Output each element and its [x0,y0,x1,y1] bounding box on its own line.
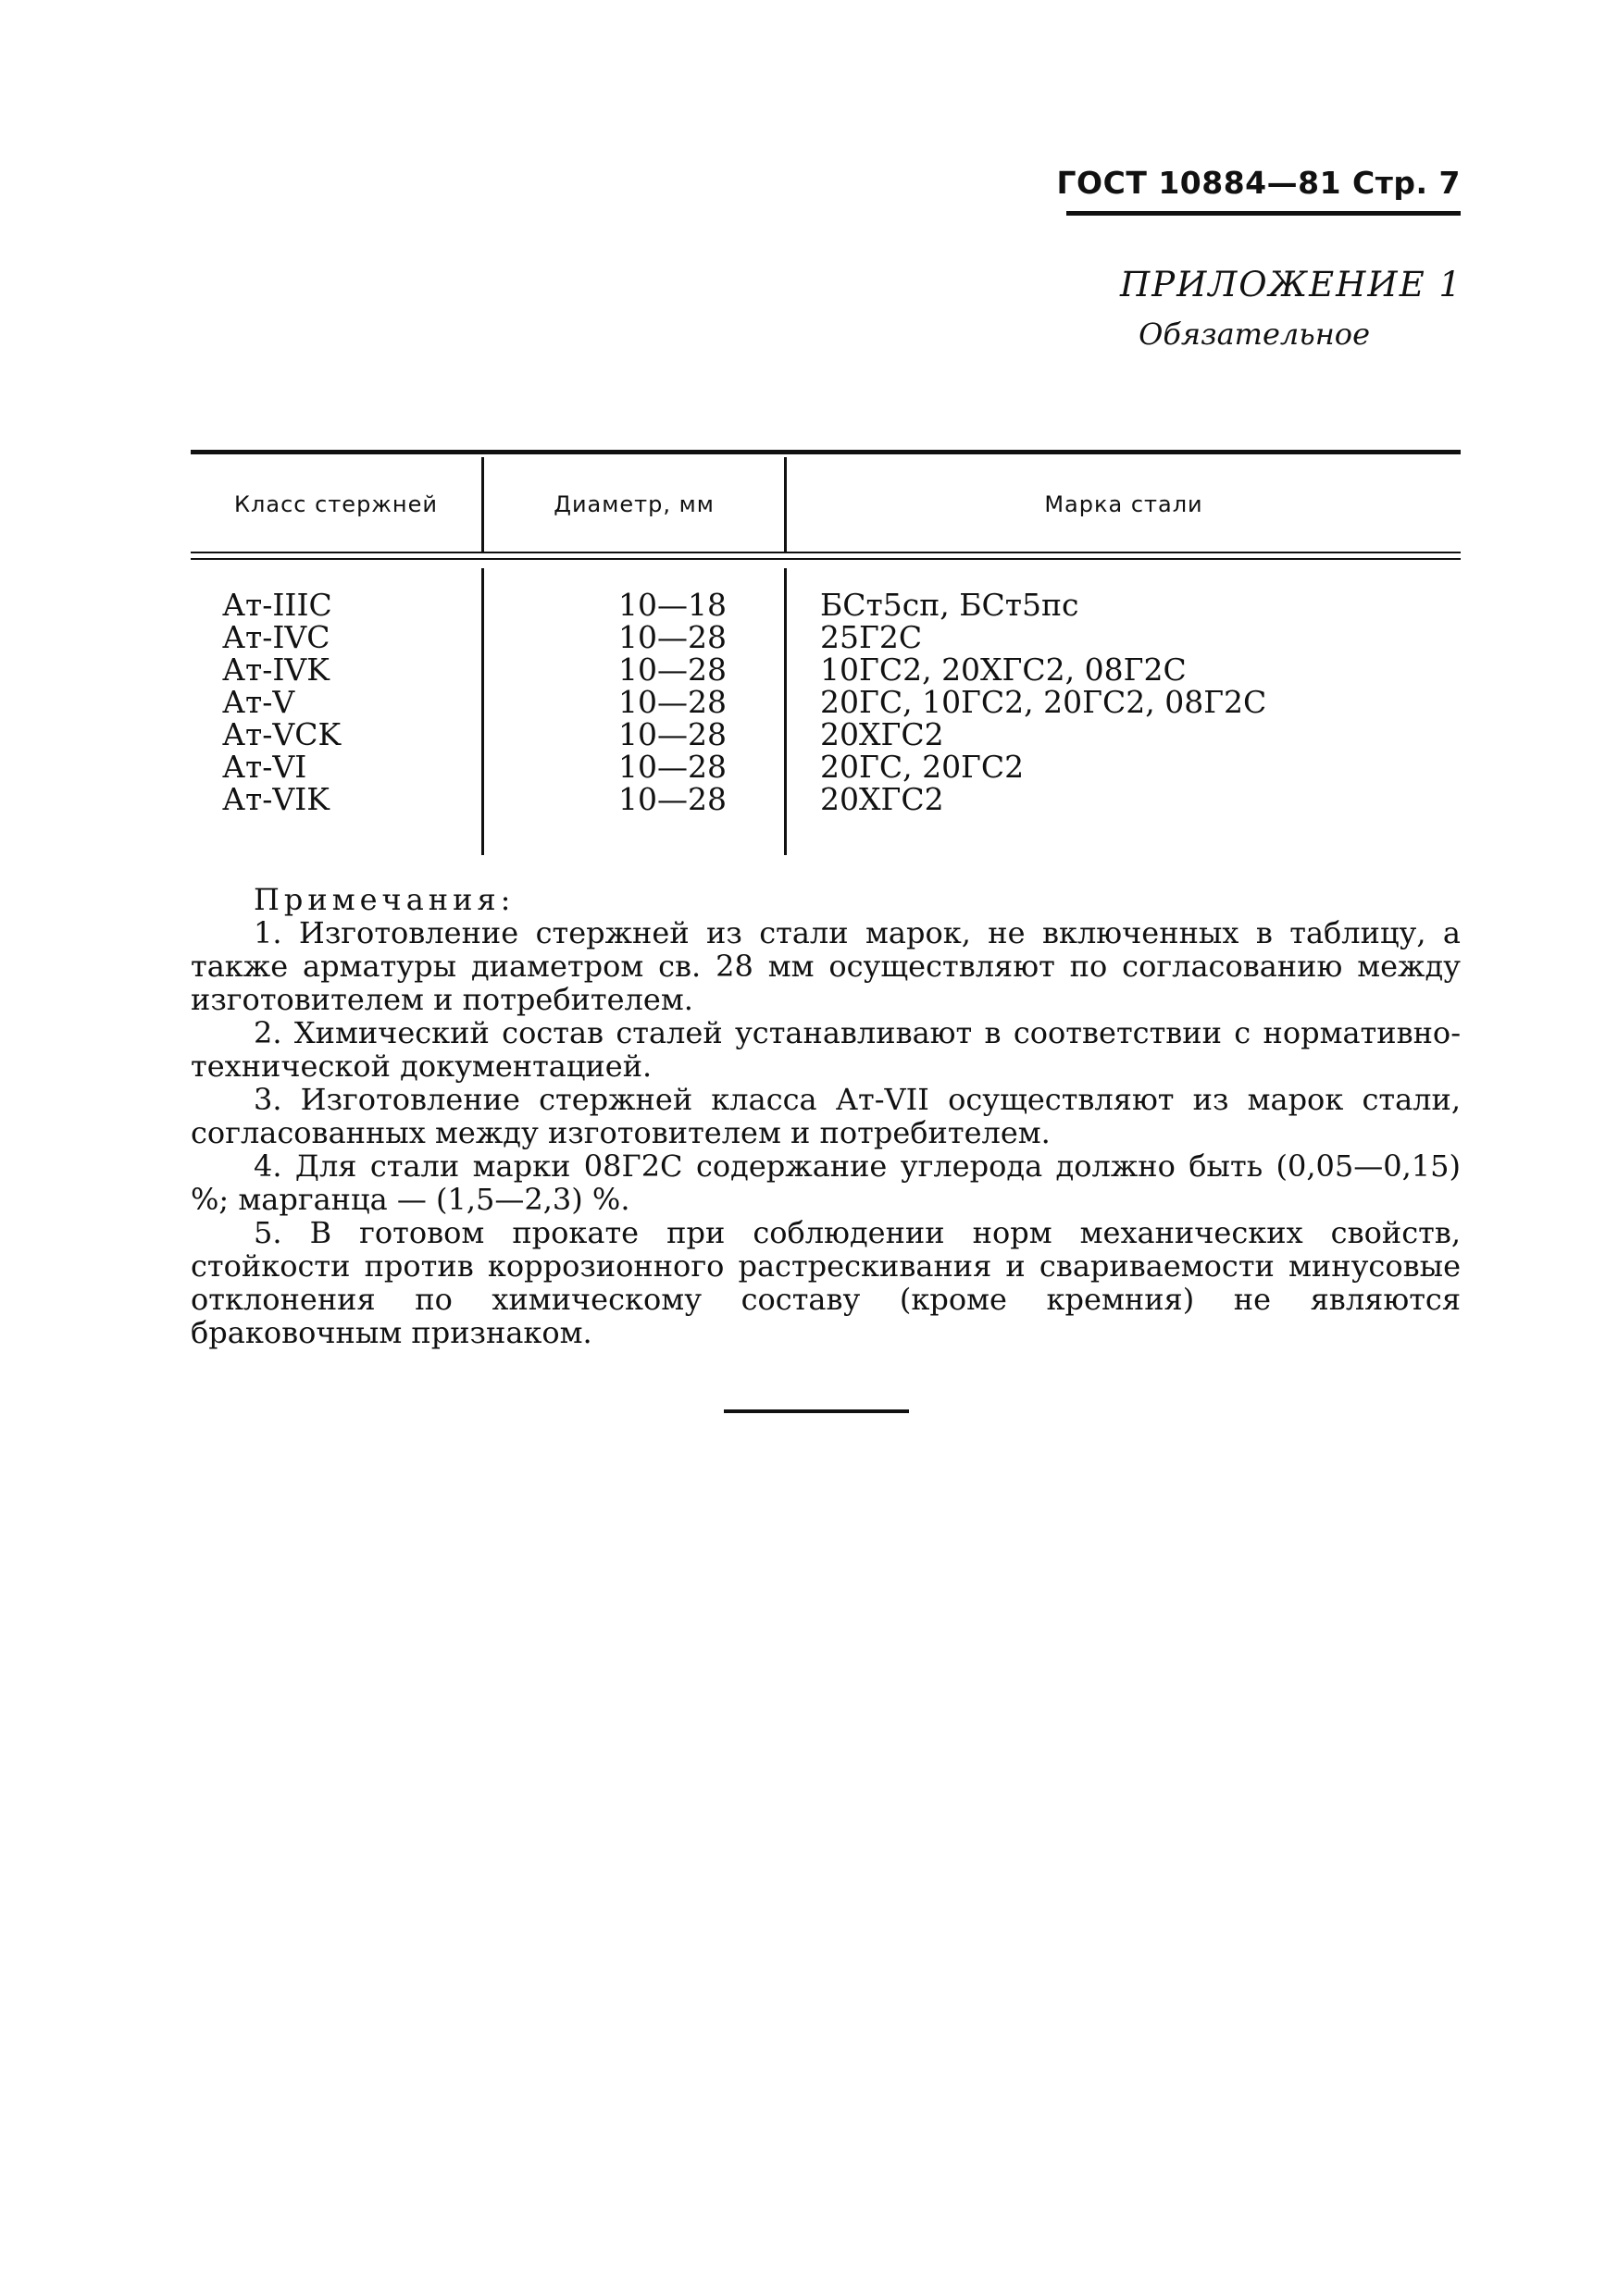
table-row [191,751,1461,783]
table-row [191,783,1461,815]
note-item: 4. Для стали марки 08Г2С содержание углерода должно быть (0,05—0,15) %; марганца — (1,5—2,3) %. [191,1148,1461,1217]
header-bottom-rule [191,558,1461,560]
notes-section [191,883,1461,1349]
note-item: 3. Изготовление стержней класса Ат-VII осуществляют из марок стали, согласованных между изготовителем и потребителем. [191,1082,1461,1150]
steel-grade-cell: 20ХГС2 [820,716,944,752]
header-bottom-rule [191,552,1461,553]
table-body [191,589,1461,815]
table-row [191,653,1461,686]
appendix-title: ПРИЛОЖЕНИЕ 1 [1119,265,1462,304]
diameter-cell: 10—28 [618,684,727,720]
page-header: ГОСТ 10884—81 Стр. 7 [1056,165,1461,201]
steel-grade-cell: 20ГС, 20ГС2 [820,749,1025,785]
column-header-diameter: Диаметр, мм [554,490,715,517]
rod-class-cell: Ат-IVC [222,619,330,655]
column-header-class: Класс стержней [234,490,438,517]
diameter-cell: 10—28 [618,652,727,688]
notes-title: Примечания: [254,882,516,917]
rod-class-cell: Ат-IVK [222,652,330,688]
note-item: 2. Химический состав сталей устанавливают в соответствии с нормативно-технической документацией. [191,1015,1461,1084]
rod-class-cell: Ат-VIK [222,781,330,817]
steel-grade-table [191,450,1461,857]
header-rule [1066,211,1461,216]
table-row [191,589,1461,621]
table-top-rule [191,450,1461,454]
steel-grade-cell: 25Г2С [820,619,923,655]
diameter-cell: 10—28 [618,619,727,655]
rod-class-cell: Ат-VCK [222,716,342,752]
note-item: 1. Изготовление стержней из стали марок, не включенных в таблицу, а также арматуры диаметром св. 28 мм осуществляют по согласованию между изготовителем и потребителем. [191,915,1461,1017]
end-rule [724,1409,909,1413]
diameter-cell: 10—18 [618,587,727,623]
appendix-subtitle: Обязательное [1139,316,1370,352]
steel-grade-cell: БСт5сп, БСт5пс [820,587,1079,623]
table-row [191,621,1461,653]
table-row [191,718,1461,751]
table-row [191,686,1461,718]
rod-class-cell: Ат-VI [222,749,307,785]
diameter-cell: 10—28 [618,781,727,817]
steel-grade-cell: 20ХГС2 [820,781,944,817]
rod-class-cell: Ат-V [222,684,295,720]
steel-grade-cell: 10ГС2, 20ХГС2, 08Г2С [820,652,1187,688]
note-item: 5. В готовом прокате при соблюдении норм механических свойств, стойкости против коррозионного растрескивания и свариваемости минусовые отклонения по химическому составу (кроме кремния) не являются браковочным признаком. [191,1215,1461,1350]
column-header-grade: Марка стали [1044,490,1203,517]
diameter-cell: 10—28 [618,716,727,752]
steel-grade-cell: 20ГС, 10ГС2, 20ГС2, 08Г2С [820,684,1267,720]
rod-class-cell: Ат-IIIС [222,587,332,623]
diameter-cell: 10—28 [618,749,727,785]
